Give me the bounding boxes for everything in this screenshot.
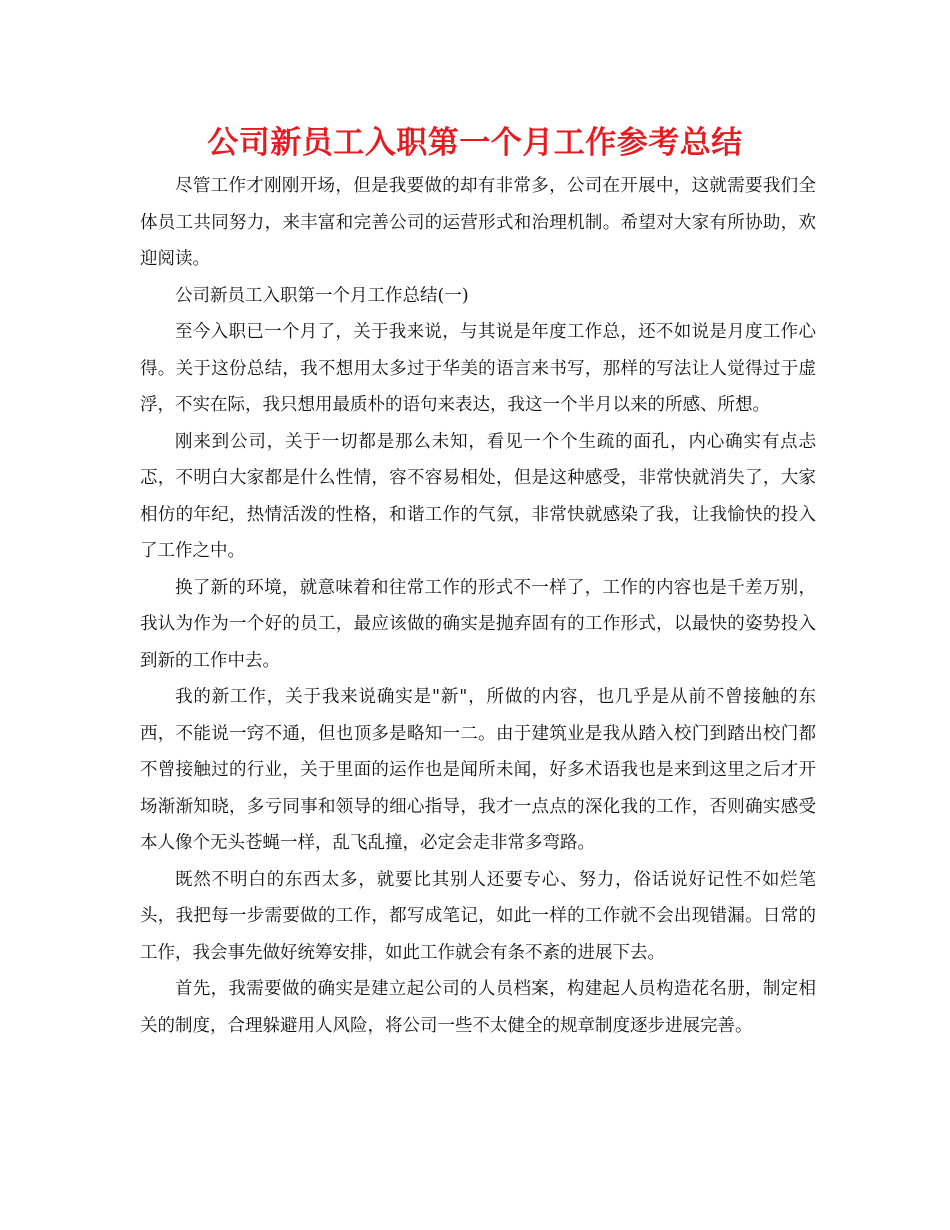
- body-paragraph: 至今入职已一个月了，关于我来说，与其说是年度工作总，还不如说是月度工作心得。关于这份总结，我不想用太多过于华美的语言来书写，那样的写法让人觉得过于虚浮，不实在际，我只想用最质朴的语句来表达，我这一个半月以来的所感、所想。: [140, 322, 816, 415]
- body-paragraph: 既然不明白的东西太多，就要比其别人还要专心、努力，俗话说好记性不如烂笔头，我把每一步需要做的工作，都写成笔记，如此一样的工作就不会出现错漏。日常的工作，我会事先做好统筹安排，如此工作就会有条不紊的进展下去。: [140, 869, 816, 963]
- body-paragraph: 我的新工作，关于我来说确实是"新"，所做的内容，也几乎是从前不曾接触的东西，不能说一窍不通，但也顶多是略知一二。由于建筑业是我从踏入校门到踏出校门都不曾接触过的行业，关于里面的运作也是闻所未闻，好多术语我也是来到这里之后才开场渐渐知晓，多亏同事和领导的细心指导，我才一点点的深化我的工作，否则确实感受本人像个无头苍蝇一样，乱飞乱撞，必定会走非常多弯路。: [140, 687, 816, 853]
- body-paragraph: 换了新的环境，就意味着和往常工作的形式不一样了，工作的内容也是千差万别，我认为作为一个好的员工，最应该做的确实是抛弃固有的工作形式，以最快的姿势投入到新的工作中去。: [140, 577, 816, 671]
- body-paragraph: 刚来到公司，关于一切都是那么未知，看见一个个生疏的面孔，内心确实有点忐忑，不明白大家都是什么性情，容不容易相处，但是这种感受，非常快就消失了，大家相仿的年纪，热情活泼的性格，和谐工作的气氛，非常快就感染了我，让我愉快的投入了工作之中。: [140, 431, 816, 561]
- body-paragraph: 首先，我需要做的确实是建立起公司的人员档案，构建起人员构造花名册，制定相关的制度，合理躲避用人风险，将公司一些不太健全的规章制度逐步进展完善。: [140, 979, 816, 1036]
- document-title: 公司新员工入职第一个月工作参考总结: [207, 125, 743, 161]
- section-heading: 公司新员工入职第一个月工作总结(一): [175, 285, 469, 306]
- document-body: [140, 168, 816, 1044]
- intro-paragraph: 尽管工作才刚刚开场，但是我要做的却有非常多，公司在开展中，这就需要我们全体员工共同努力，来丰富和完善公司的运营形式和治理机制。希望对大家有所协助，欢迎阅读。: [140, 176, 816, 269]
